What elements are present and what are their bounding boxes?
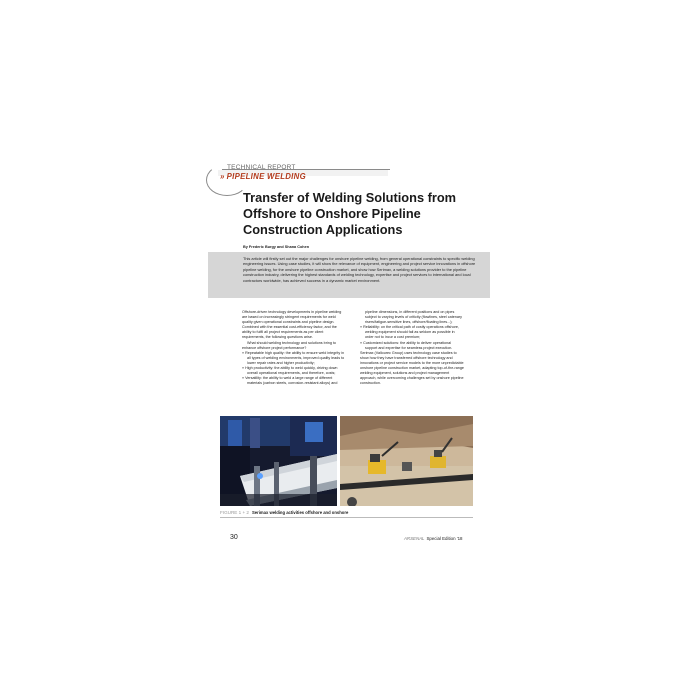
- paragraph: What should welding technology and solutions bring to enhance offshore project performance?: [242, 340, 336, 350]
- section-label: [220, 172, 306, 181]
- bullet-item: » Repeatable high quality: the ability to ensure weld integrity in all types of welding environments, improved quality leads to lower repair rates and higher productivity;: [242, 350, 345, 365]
- body-column-1: [242, 310, 346, 386]
- section-header: [218, 156, 392, 192]
- chevron-icon: »: [220, 172, 225, 181]
- figure-label: FIGURE 1 + 2: [220, 510, 249, 515]
- bullet-continuation: pipeline dimensions, in different positions and on pipes subject to varying levels of criticity (flowlines, steel catenary risers/fatigue-sensitive lines, offshore/floating lines...);: [365, 310, 462, 325]
- abstract-text: This article will firstly set out the major challenges for onshore pipeline welding, from general operational constraints to specific welding engineering issues. Using case studies, it will show the relevance of equipment, engineering and project service innovations in offshore pipeline welding, for the onshore pipeline construction market, and show how Serimax, a welding solutions provider to the pipeline construction industry, delivering the highest standards of welding technology, expertise and project services to international and local contractors worldwide, has achieved success in a dynamic market environment.: [243, 256, 476, 283]
- brand-logo: ARSENAL: [404, 536, 425, 541]
- caption-rule: [220, 517, 473, 518]
- article-title: Transfer of Welding Solutions from Offshore to Onshore Pipeline Construction Applications: [243, 190, 457, 237]
- edition-footer: [404, 536, 463, 541]
- section-name: PIPELINE WELDING: [226, 172, 306, 181]
- onshore-welding-photo: [340, 416, 473, 506]
- caption-text: Serimax welding activities offshore and onshore: [251, 510, 349, 515]
- figure-caption: [220, 510, 348, 515]
- report-kicker: TECHNICAL REPORT: [227, 164, 296, 171]
- page-number: 30: [230, 534, 238, 541]
- body-column-2: [360, 310, 464, 386]
- paragraph: Serimax (Vallourec Group) uses technology case studies to show how they have transferred offshore technology and innovations or project service models to the more unpredictable onshore pipeline construction market, adapting top-of-the-range welding equipment, solutions and project management approach, while overcoming challenges set by onshore pipeline construction.: [360, 350, 464, 386]
- bullet-item: » Versatility: the ability to weld a large range of different materials (carbon steels, corrosion-resistant alloys) and: [242, 376, 338, 386]
- bullet-item: » Reliability: on the critical path of costly operations offshore, welding equipment should fail as seldom as possible in order not to incur a cost premium;: [360, 325, 459, 340]
- magazine-page: [218, 148, 480, 548]
- paragraph: Offshore-driven technology developments in pipeline welding are based on increasingly stringent requirements for weld quality given operational constraints and pipeline design. Combined with the essential cost-efficiency factor, and the ability to fulfil all project requirements as per client requirements, the following questions arise.: [242, 310, 342, 340]
- offshore-welding-photo: [220, 416, 337, 506]
- byline: By Frederic Burgy and Shana Cohen: [243, 245, 310, 249]
- bullet-item: » High productivity: the ability to weld quickly, driving down overall operational requirements, and therefore, costs;: [242, 366, 338, 376]
- edition-label: Special Edition '18: [426, 536, 463, 541]
- bullet-item: » Customized solutions: the ability to deliver operational support and expertise for seamless project execution.: [360, 340, 453, 350]
- abstract-box: [208, 252, 490, 298]
